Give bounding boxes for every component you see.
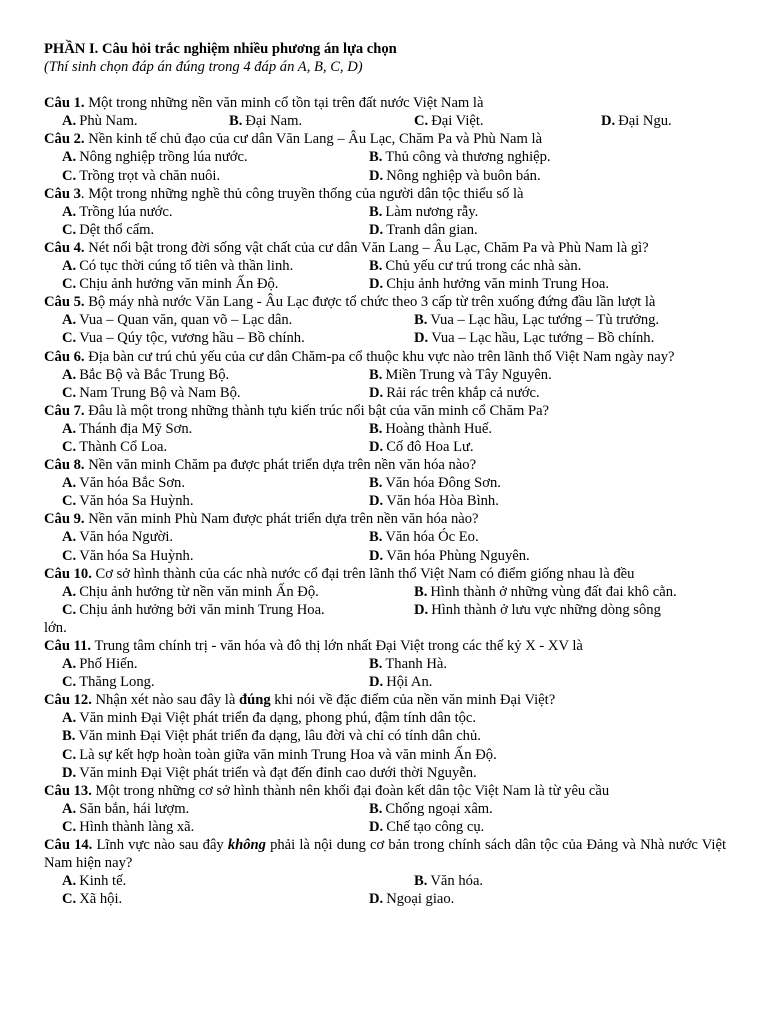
option-b[interactable]: B. Chủ yếu cư trú trong các nhà sàn. (369, 258, 582, 275)
option-b[interactable]: B. Đại Nam. (229, 113, 303, 130)
option-d-continuation: lớn. (44, 619, 67, 636)
question-text: Lĩnh vực nào sau đây (96, 837, 228, 854)
question-text: Đâu là một trong những thành tựu kiến trúc nổi bật của văn minh cổ Chăm Pa? (88, 402, 550, 419)
question-12 (44, 691, 726, 709)
question-label: Câu 11. (44, 638, 92, 654)
option-a[interactable]: A. Văn minh Đại Việt phát triển đa dạng, phong phú, đậm tính dân tộc. (62, 710, 477, 727)
question-label: Câu 6. (44, 348, 85, 365)
option-a[interactable]: A. Phù Nam. (62, 113, 138, 130)
question-text: Trung tâm chính trị - văn hóa và đô thị lớn nhất Đại Việt trong các thế kỷ X - XV là (94, 638, 583, 654)
option-c[interactable]: C. Thăng Long. (62, 674, 155, 691)
option-d[interactable]: D. Chịu ảnh hưởng văn minh Trung Hoa. (369, 276, 609, 293)
option-c[interactable]: C. Là sự kết hợp hoàn toàn giữa văn minh Trung Hoa và văn minh Ấn Độ. (62, 746, 497, 763)
question-label: Câu 3 (44, 185, 81, 202)
option-a[interactable]: A. Chịu ảnh hưởng từ nền văn minh Ấn Độ. (62, 583, 319, 600)
section-title: PHẦN I. Câu hỏi trắc nghiệm nhiều phương án lựa chọn (44, 41, 397, 57)
option-a[interactable]: A. Vua – Quan văn, quan võ – Lạc dân. (62, 312, 293, 329)
option-d[interactable]: D. Văn hóa Phùng Nguyên. (369, 547, 530, 564)
question-11 (44, 637, 726, 655)
option-d[interactable]: D. Văn minh Đại Việt phát triển và đạt đến đỉnh cao dưới thời Nguyễn. (62, 764, 477, 781)
question-1 (44, 94, 726, 112)
question-label: Câu 10. (44, 565, 92, 582)
option-b[interactable]: B. Hoàng thành Huế. (369, 420, 492, 437)
question-label: Câu 13. (44, 782, 92, 799)
question-4 (44, 239, 726, 257)
option-a[interactable]: A. Nông nghiệp trồng lúa nước. (62, 149, 248, 166)
option-c[interactable]: C. Chịu ảnh hưởng bởi văn minh Trung Hoa. (62, 601, 325, 618)
option-a[interactable]: A. Thánh địa Mỹ Sơn. (62, 420, 193, 437)
option-b[interactable]: B. Thủ công và thương nghiệp. (369, 149, 551, 166)
option-b[interactable]: B. Chống ngoại xâm. (369, 800, 493, 817)
question-13 (44, 782, 726, 800)
question-text: Cơ sở hình thành của các nhà nước cổ đại trên lãnh thổ Việt Nam có điểm giống nhau là đều (95, 565, 635, 582)
section-instruction: (Thí sinh chọn đáp án đúng trong 4 đáp án A, B, C, D) (44, 59, 363, 76)
question-6 (44, 348, 726, 366)
question-8 (44, 456, 726, 474)
option-b[interactable]: B. Văn hóa. (414, 873, 484, 890)
question-label: Câu 8. (44, 457, 85, 474)
option-c[interactable]: C. Nam Trung Bộ và Nam Bộ. (62, 384, 241, 401)
option-c[interactable]: C. Hình thành làng xã. (62, 818, 195, 835)
option-a[interactable]: A. Bắc Bộ và Bắc Trung Bộ. (62, 366, 230, 383)
options-row (44, 167, 726, 185)
options-row (44, 275, 726, 293)
options-row (44, 203, 726, 221)
question-label: Câu 9. (44, 511, 85, 528)
question-text: Nền kinh tế chủ đạo của cư dân Văn Lang – Âu Lạc, Chăm Pa và Phù Nam là (88, 131, 543, 148)
options-row (44, 438, 726, 456)
question-text: phải là nội dung cơ bản trong chính sách dân tộc của Đảng và Nhà nước Việt Nam hiện nay? (44, 837, 727, 872)
option-b[interactable]: B. Văn hóa Đông Sơn. (369, 475, 501, 492)
option-c[interactable]: C. Chịu ảnh hưởng văn minh Ấn Độ. (62, 276, 279, 293)
question-2 (44, 130, 726, 148)
option-c[interactable]: C. Vua – Qúy tộc, vương hầu – Bồ chính. (62, 330, 305, 347)
question-label: Câu 14. (44, 837, 93, 854)
options-row (44, 890, 726, 908)
options-row (44, 384, 726, 402)
options-row (44, 366, 726, 384)
option-d[interactable]: D. Hình thành ở lưu vực những dòng sông (414, 601, 661, 618)
options-row (44, 221, 726, 239)
question-text: Địa bàn cư trú chủ yếu của cư dân Chăm-pa cổ thuộc khu vực nào trên lãnh thổ Việt Nam ngày nay? (88, 348, 675, 365)
option-d[interactable]: D. Tranh dân gian. (369, 221, 478, 238)
option-b[interactable]: B. Vua – Lạc hầu, Lạc tướng – Tù trưởng. (414, 312, 660, 329)
options-row (44, 329, 726, 347)
question-emphasis: không (227, 837, 266, 854)
question-emphasis: đúng (238, 692, 271, 709)
question-text: Nền văn minh Phù Nam được phát triển dựa trên nền văn hóa nào? (88, 511, 479, 528)
option-d[interactable]: D. Ngoại giao. (369, 891, 455, 908)
question-text: Nền văn minh Chăm pa được phát triển dựa trên nền văn hóa nào? (88, 457, 477, 474)
options-row (44, 112, 726, 130)
options-row (44, 148, 726, 166)
option-c[interactable]: C. Xã hội. (62, 891, 123, 908)
option-d[interactable]: D. Đại Ngu. (601, 113, 672, 130)
question-text: . Một trong những nghề thủ công truyền thống của người dân tộc thiểu số là (80, 185, 524, 202)
options-row (44, 528, 726, 546)
question-text: Bộ máy nhà nước Văn Lang - Âu Lạc được tổ chức theo 3 cấp từ trên xuống đứng đầu lần lượt là (88, 294, 656, 311)
spacer (44, 76, 726, 94)
options-row (44, 872, 726, 890)
question-label: Câu 1. (44, 95, 85, 112)
option-c[interactable]: C. Văn hóa Sa Huỳnh. (62, 547, 194, 564)
option-d[interactable]: D. Cố đô Hoa Lư. (369, 438, 474, 455)
option-d[interactable]: D. Rải rác trên khắp cả nước. (369, 384, 540, 401)
option-b[interactable]: B. Miền Trung và Tây Nguyên. (369, 366, 552, 383)
question-9 (44, 510, 726, 528)
question-label: Câu 4. (44, 239, 85, 256)
question-text: khi nói về đặc điểm của nền văn minh Đại Việt? (270, 692, 556, 709)
option-a[interactable]: A. Có tục thời cúng tổ tiên và thần linh. (62, 258, 294, 275)
options-row (44, 311, 726, 329)
option-a[interactable]: A. Trồng lúa nước. (62, 203, 173, 220)
options-row (44, 583, 726, 601)
question-7 (44, 402, 726, 420)
options-row (44, 547, 726, 565)
option-d[interactable]: D. Văn hóa Hòa Bình. (369, 493, 499, 510)
option-b[interactable]: B. Văn hóa Óc Eo. (369, 529, 479, 546)
question-label: Câu 7. (44, 402, 85, 419)
option-c[interactable]: C. Thành Cổ Loa. (62, 438, 168, 455)
option-c[interactable]: C. Văn hóa Sa Huỳnh. (62, 493, 194, 510)
option-a[interactable]: A. Văn hóa Người. (62, 529, 174, 546)
question-label: Câu 2. (44, 131, 85, 148)
option-c[interactable]: C. Trồng trọt và chăn nuôi. (62, 167, 221, 184)
options-row (44, 474, 726, 492)
options-row (44, 673, 726, 691)
option-b[interactable]: B. Văn minh Đại Việt phát triển đa dạng, lâu đời và chỉ có tính dân chủ. (62, 728, 481, 745)
question-label: Câu 12. (44, 692, 92, 709)
question-label: Câu 5. (44, 294, 85, 311)
options-row (44, 818, 726, 836)
question-5 (44, 293, 726, 311)
option-a[interactable]: A. Săn bắn, hái lượm. (62, 800, 190, 817)
option-d[interactable]: D. Chế tạo công cụ. (369, 818, 485, 835)
question-text: Một trong những nền văn minh cổ tồn tại trên đất nước Việt Nam là (88, 95, 484, 112)
option-b[interactable]: B. Thanh Hà. (369, 656, 447, 673)
options-row (44, 800, 726, 818)
options-row (44, 601, 726, 619)
question-text: Nét nổi bật trong đời sống vật chất của cư dân Văn Lang – Âu Lạc, Chăm Pa và Phù Nam là gì? (88, 239, 649, 256)
option-b[interactable]: B. Hình thành ở những vùng đất đai khô cằn. (414, 583, 677, 600)
question-text: Một trong những cơ sở hình thành nên khối đại đoàn kết dân tộc Việt Nam là từ yêu cầu (95, 782, 610, 799)
options-row (44, 257, 726, 275)
option-c[interactable]: C. Đại Việt. (414, 113, 484, 130)
options-row (44, 492, 726, 510)
option-a[interactable]: A. Kinh tế. (62, 873, 127, 890)
option-c[interactable]: C. Dệt thổ cẩm. (62, 221, 155, 238)
option-b[interactable]: B. Làm nương rẫy. (369, 203, 479, 220)
options-row (44, 655, 726, 673)
option-d[interactable]: D. Vua – Lạc hầu, Lạc tướng – Bồ chính. (414, 330, 655, 347)
option-d[interactable]: D. Nông nghiệp và buôn bán. (369, 167, 541, 184)
question-14 (44, 836, 726, 872)
option-d[interactable]: D. Hội An. (369, 674, 433, 691)
options-row (44, 420, 726, 438)
question-10 (44, 565, 726, 583)
option-a[interactable]: A. Văn hóa Bắc Sơn. (62, 475, 186, 492)
question-3 (44, 185, 726, 203)
option-a[interactable]: A. Phố Hiến. (62, 656, 138, 673)
question-text: Nhận xét nào sau đây là (95, 692, 239, 709)
